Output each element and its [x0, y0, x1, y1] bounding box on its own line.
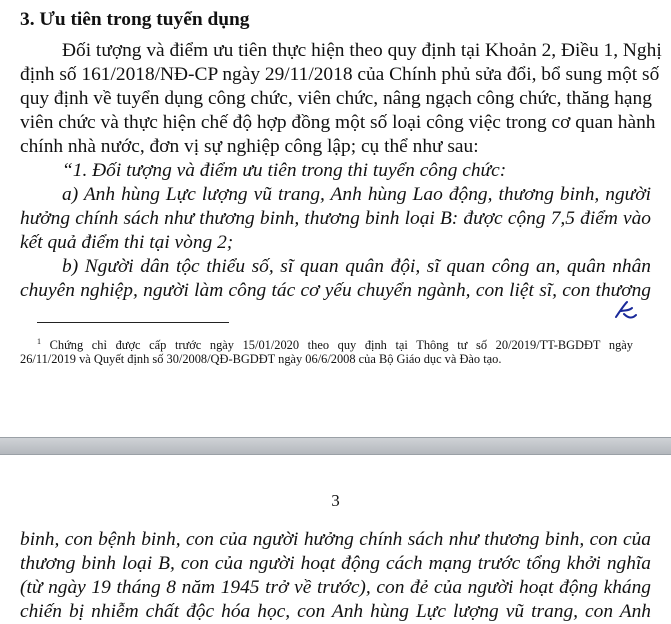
paragraph-line: chính nhà nước, đơn vị sự nghiệp công lập; cụ thể như sau:: [20, 136, 479, 157]
continued-line: (từ ngày 19 tháng 8 năm 1945 trở về trước), con đẻ của người hoạt động kháng: [20, 577, 651, 598]
item-b-line: chuyên nghiệp, người làm công tác cơ yếu chuyển ngành, con liệt sĩ, con thương: [20, 280, 651, 301]
section-heading: 3. Ưu tiên trong tuyển dụng: [20, 9, 250, 30]
page-separator: [0, 437, 671, 455]
paragraph-line: Đối tượng và điểm ưu tiên thực hiện theo quy định tại Khoản 2, Điều 1, Nghị: [62, 40, 662, 61]
continued-line: thương binh loại B, con của người hoạt động cách mạng trước tổng khởi nghĩa: [20, 553, 651, 574]
footnote-line: 26/11/2019 và Quyết định số 30/2008/QĐ-BGDĐT ngày 06/6/2008 của Bộ Giáo dục và Đào tạo.: [20, 352, 502, 366]
continued-line: binh, con bệnh binh, con của người hưởng chính sách như thương binh, con của: [20, 529, 651, 550]
footnote-text: Chứng chỉ được cấp trước ngày 15/01/2020 theo quy định tại Thông tư số 20/2019/TT-BGDĐT ngày: [49, 338, 633, 352]
item-a-line: a) Anh hùng Lực lượng vũ trang, Anh hùng Lao động, thương binh, người: [62, 184, 651, 205]
paragraph-line: định số 161/2018/NĐ-CP ngày 29/11/2018 của Chính phủ sửa đổi, bổ sung một số: [20, 64, 660, 85]
footnote-divider: [37, 322, 229, 323]
item-b-line: b) Người dân tộc thiểu số, sĩ quan quân đội, sĩ quan công an, quân nhân: [62, 256, 651, 277]
handwritten-mark-icon: [612, 299, 638, 323]
footnote-marker: 1: [37, 337, 41, 346]
page-number: 3: [331, 491, 340, 510]
quote-title: “1. Đối tượng và điểm ưu tiên trong thi tuyển công chức:: [62, 160, 507, 181]
continued-line: chiến bị nhiễm chất độc hóa học, con Anh hùng Lực lượng vũ trang, con Anh: [20, 601, 651, 622]
item-a-line: hưởng chính sách như thương binh, thương binh loại B: được cộng 7,5 điểm vào: [20, 208, 651, 229]
paragraph-line: quy định về tuyển dụng công chức, viên chức, nâng ngạch công chức, thăng hạng: [20, 88, 652, 109]
item-a-line: kết quả điểm thi tại vòng 2;: [20, 232, 234, 253]
paragraph-line: viên chức và thực hiện chế độ hợp đồng một số loại công việc trong cơ quan hành: [20, 112, 656, 133]
